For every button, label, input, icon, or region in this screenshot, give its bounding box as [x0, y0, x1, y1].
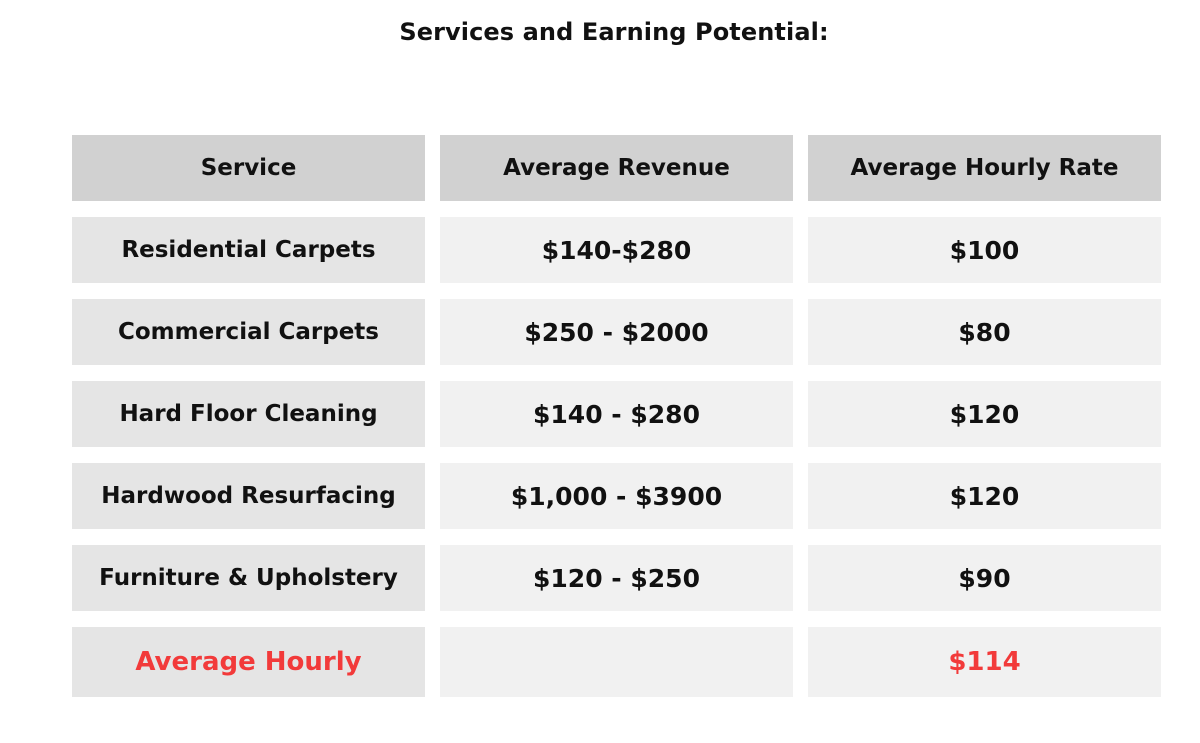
- cell-service: Residential Carpets: [72, 217, 425, 283]
- cell-revenue: $1,000 - $3900: [440, 463, 793, 529]
- header-average-hourly-rate: Average Hourly Rate: [808, 135, 1161, 201]
- cell-hourly-rate: $120: [808, 463, 1161, 529]
- header-service: Service: [72, 135, 425, 201]
- cell-revenue: $140-$280: [440, 217, 793, 283]
- cell-revenue: $120 - $250: [440, 545, 793, 611]
- summary-revenue: [440, 627, 793, 697]
- cell-service: Furniture & Upholstery: [72, 545, 425, 611]
- cell-service: Hardwood Resurfacing: [72, 463, 425, 529]
- page-title: Services and Earning Potential:: [399, 18, 829, 46]
- summary-label: Average Hourly: [72, 627, 425, 697]
- cell-hourly-rate: $80: [808, 299, 1161, 365]
- summary-hourly-rate: $114: [808, 627, 1161, 697]
- cell-hourly-rate: $120: [808, 381, 1161, 447]
- cell-service: Hard Floor Cleaning: [72, 381, 425, 447]
- cell-hourly-rate: $100: [808, 217, 1161, 283]
- services-table: [72, 135, 1162, 697]
- cell-revenue: $140 - $280: [440, 381, 793, 447]
- cell-revenue: $250 - $2000: [440, 299, 793, 365]
- cell-service: Commercial Carpets: [72, 299, 425, 365]
- cell-hourly-rate: $90: [808, 545, 1161, 611]
- header-average-revenue: Average Revenue: [440, 135, 793, 201]
